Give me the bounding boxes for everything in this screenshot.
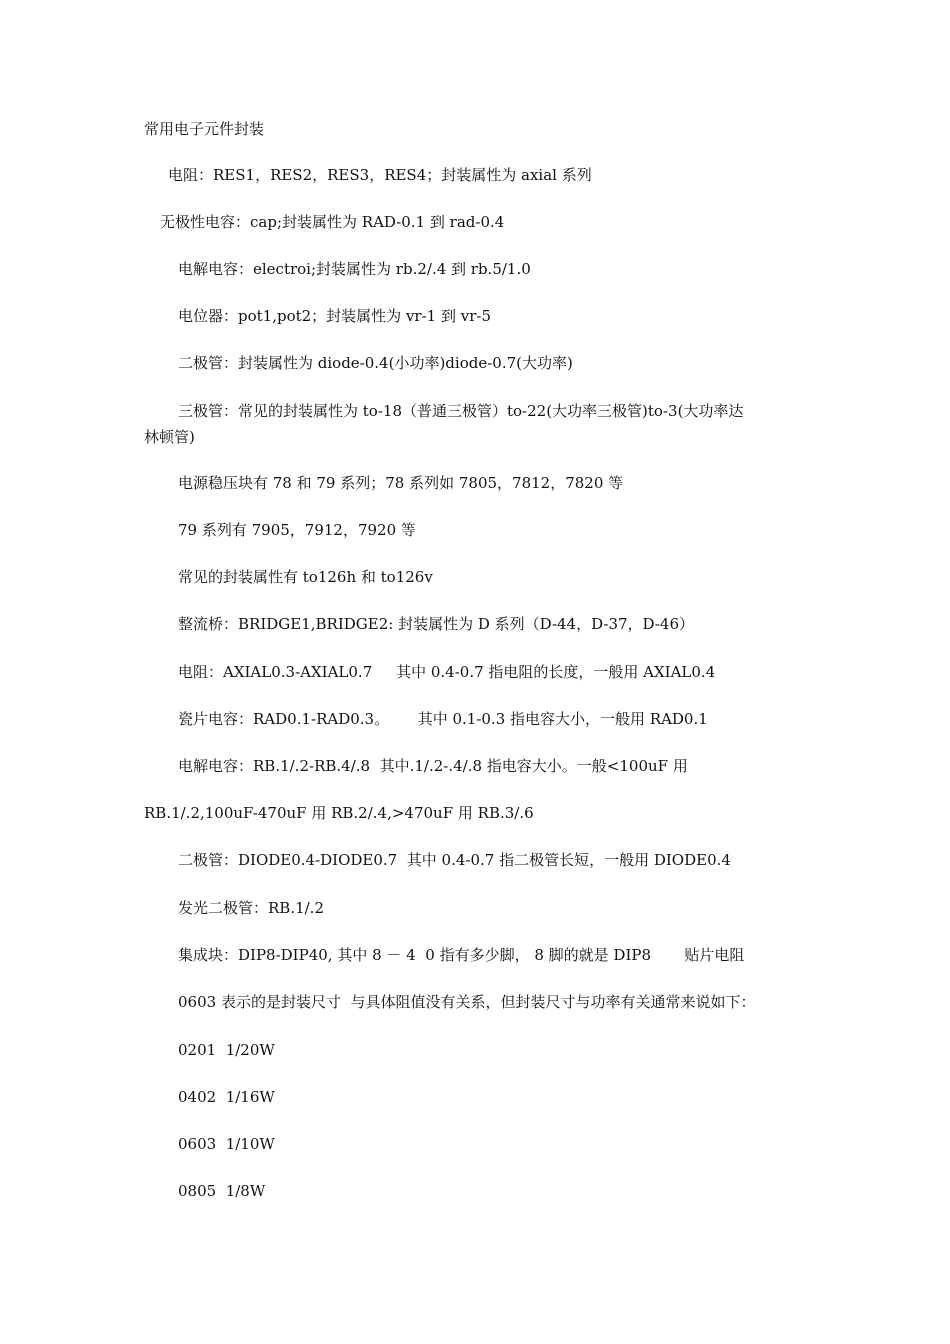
text-line-resistor-res: 电阻：RES1，RES2，RES3，RES4；封装属性为 axial 系列	[168, 166, 592, 184]
text-line-0603: 0603 1/10W	[178, 1135, 275, 1153]
text-line-diode: 二极管：封装属性为 diode-0.4(小功率)diode-0.7(大功率)	[178, 354, 573, 372]
text-line-diode-package: 二极管：DIODE0.4-DIODE0.7 其中 0.4-0.7 指二极管长短，一般用 DIODE0.4	[178, 851, 731, 869]
text-line-regulator: 电源稳压块有 78 和 79 系列；78 系列如 7805，7812，7820 等	[178, 474, 624, 492]
text-line-transistor: 三极管：常见的封装属性为 to-18（普通三极管）to-22(大功率三极管)to-3(大功率达	[178, 402, 744, 420]
text-line-smd-size: 0603 表示的是封装尺寸 与具体阻值没有关系，但封装尺寸与功率有关通常来说如下：	[178, 993, 756, 1011]
text-line-led: 发光二极管：RB.1/.2	[178, 899, 324, 917]
text-line-ceramic-cap: 瓷片电容：RAD0.1-RAD0.3。 其中 0.1-0.3 指电容大小，一般用 RAD0.1	[178, 710, 708, 728]
document-title: 常用电子元件封装	[144, 120, 265, 138]
text-line-bridge: 整流桥：BRIDGE1,BRIDGE2: 封装属性为 D 系列（D-44，D-37，D-46）	[178, 615, 695, 633]
text-line-potentiometer: 电位器：pot1,pot2；封装属性为 vr-1 到 vr-5	[178, 307, 491, 325]
text-line-electrolytic-cap: 电解电容：electroi;封装属性为 rb.2/.4 到 rb.5/1.0	[178, 260, 531, 278]
text-line-regulator-79: 79 系列有 7905，7912，7920 等	[178, 521, 416, 539]
text-line-0402: 0402 1/16W	[178, 1088, 275, 1106]
text-line-nonpolar-capacitor: 无极性电容：cap;封装属性为 RAD-0.1 到 rad-0.4	[160, 213, 505, 231]
text-line-resistor-axial: 电阻：AXIAL0.3-AXIAL0.7 其中 0.4-0.7 指电阻的长度，一般用 AXIAL0.4	[178, 663, 716, 681]
text-line-ic-dip: 集成块：DIP8-DIP40, 其中 8 － 4 0 指有多少脚， 8 脚的就是 DIP8 贴片电阻	[178, 946, 745, 964]
text-line-transistor-cont: 林顿管)	[144, 428, 195, 446]
text-line-0805: 0805 1/8W	[178, 1182, 266, 1200]
text-line-common-packages: 常见的封装属性有 to126h 和 to126v	[178, 568, 433, 586]
text-line-electrolytic-rb: 电解电容：RB.1/.2-RB.4/.8 其中.1/.2-.4/.8 指电容大小。一般<100uF 用	[178, 757, 688, 775]
text-line-electrolytic-rb-cont: RB.1/.2,100uF-470uF 用 RB.2/.4,>470uF 用 RB.3/.6	[144, 804, 534, 822]
text-line-0201: 0201 1/20W	[178, 1041, 275, 1059]
